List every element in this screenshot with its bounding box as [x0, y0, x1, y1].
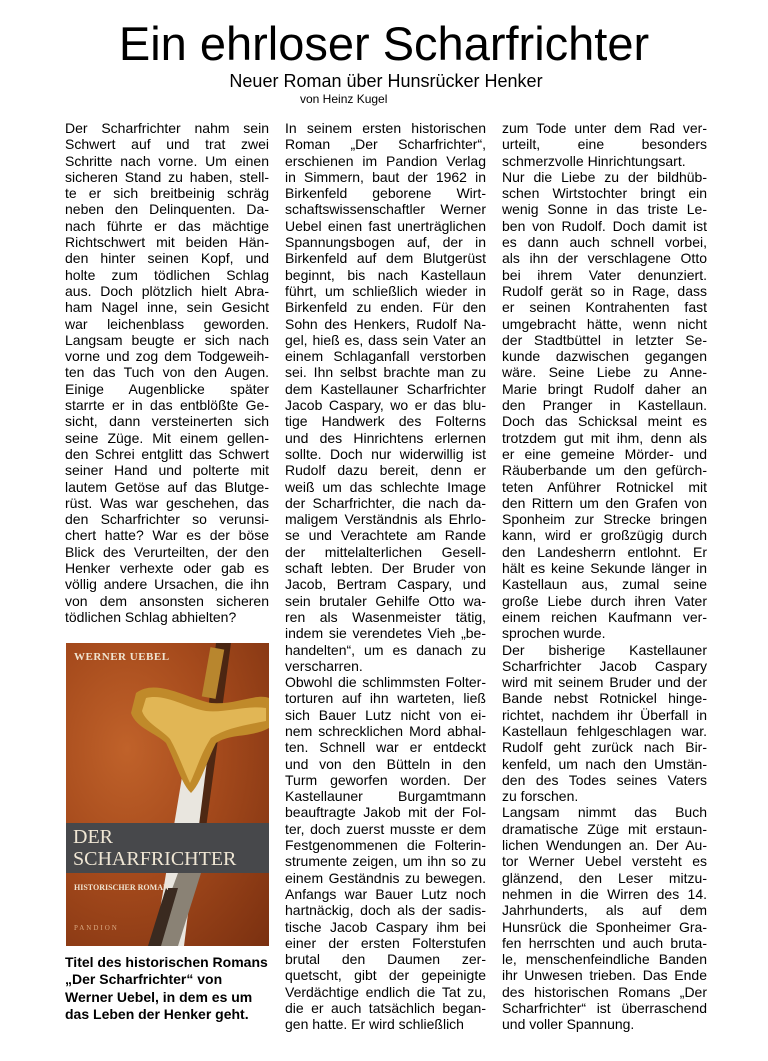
text-line: Doch das Schicksal meint es	[502, 413, 707, 430]
paragraph	[65, 120, 269, 625]
image-caption: Titel des historischen Romans „Der Scharfrichter“ von Werner Uebel, in dem es um das Leben der Henker geht.	[65, 954, 268, 1022]
text-line: kenfeld, um nach den Umstän-	[502, 755, 707, 772]
text-line: seine Züge. Mit einem gellen-	[65, 429, 269, 446]
text-line: Rudolf dazu bereit, denn er	[285, 462, 486, 479]
text-line: den Rittern um den Grafen von	[502, 494, 707, 511]
text-line: wird mit seinem Bruder und der	[502, 674, 707, 691]
text-line: Richtschwert mit beiden Hän-	[65, 234, 269, 251]
paragraph	[502, 642, 707, 805]
text-line: Rudolf geht zurück nach Bir-	[502, 739, 707, 756]
text-line: Räuberbande um den gefürch-	[502, 462, 707, 479]
text-line: einem Geständnis zu bewegen.	[285, 869, 486, 886]
text-line: rüst. Was war geschehen, das	[65, 494, 269, 511]
text-line: wäre. Seine Liebe zu Anne-	[502, 364, 707, 381]
text-line: von dem ansonsten sicheren	[65, 592, 269, 609]
text-line: tödlichen Schlag abhielten?	[65, 608, 237, 625]
text-line: Birkenfeld auf dem Blutgerüst	[285, 250, 486, 267]
text-line: kann, wird er großzügig durch	[502, 527, 707, 544]
text-line: Jahrhunderts, als auf dem	[502, 902, 707, 919]
text-line: Marie bringt Rudolf daher an	[502, 380, 707, 397]
paragraph	[285, 674, 486, 1033]
text-line: und voller Spannung.	[502, 1016, 635, 1033]
text-line: In seinem ersten historischen	[285, 120, 486, 136]
text-line: Obwohl die schlimmsten Folter-	[285, 674, 486, 691]
text-line: starrte er in das entblößte Ge-	[65, 397, 269, 414]
text-line: nem schrecklichen Mord abhal-	[285, 722, 486, 739]
text-line: völlig andere Ursachen, die ihn	[65, 576, 269, 593]
text-line: Der Scharfrichter nahm sein	[65, 120, 269, 136]
text-line: ihr Unwesen trieben. Das Ende	[502, 967, 707, 984]
text-line: wenig Sonne in das triste Le-	[502, 201, 707, 218]
text-line: der Scharfrichter, die nach da-	[285, 494, 486, 511]
text-line: umgebracht hätte, wenn nicht	[502, 315, 707, 332]
paragraph	[502, 120, 707, 169]
text-line: nach führte er das mächtige	[65, 217, 269, 234]
text-line: den Schrei entglitt das Schwert	[65, 445, 269, 462]
text-line: der Stadtbüttel in letzter Se-	[502, 331, 707, 348]
text-line: nehmen in die Wirren des 14.	[502, 885, 707, 902]
text-line: seiner Hand und polterte mit	[65, 462, 269, 479]
text-line: hält es keine Sekunde länger in	[502, 560, 707, 577]
text-line: Henker verhexte oder gab es	[65, 560, 269, 577]
text-line: erschienen im Pandion Verlag	[285, 152, 486, 169]
text-line: Nur die Liebe zu der bildhüb-	[502, 168, 707, 185]
text-line: sich Bauer Lutz nicht von ei-	[285, 706, 486, 723]
cover-subtitle: HISTORISCHER ROMAN	[74, 883, 169, 892]
cover-title-line2: SCHARFRICHTER	[73, 848, 237, 870]
text-line: le, menschenfeindliche Banden	[502, 951, 707, 968]
text-line: fen herrschten und auch bruta-	[502, 934, 707, 951]
author-byline: von Heinz Kugel	[300, 92, 388, 106]
text-line: torturen auf ihn warteten, ließ	[285, 690, 486, 707]
text-line: den des Todes seines Vaters	[502, 771, 707, 788]
text-line: indem sie verendetes Vieh „be-	[285, 625, 486, 642]
text-line: die er auch tatsächlich began-	[285, 1000, 486, 1017]
text-line: und des Hinrichtens erlernen	[285, 429, 486, 446]
text-line: Jacob, Bertram Caspary, und	[285, 576, 486, 593]
text-line: Schritte nach vorne. Um einen	[65, 152, 269, 169]
text-line: und von den Bütteln in den	[285, 755, 486, 772]
cover-title-line1: DER	[73, 826, 113, 848]
text-line: lichen Wendungen an. Der Au-	[502, 837, 707, 854]
text-column-3	[502, 120, 707, 1033]
article-subtitle: Neuer Roman über Hunsrücker Henker	[229, 71, 543, 91]
text-line: Scharfrichter“ ist überraschend	[502, 1000, 707, 1017]
text-line: sei. Ihn selbst brachte man zu	[285, 364, 486, 381]
text-line: holte zum tödlichen Schlag	[65, 266, 269, 283]
text-line: neben den Delinquenten. Da-	[65, 201, 269, 218]
text-line: er eine gemeine Mörder- und	[502, 445, 707, 462]
text-column-2	[285, 120, 486, 1033]
text-line: beauftragte Jakob mit der Fol-	[285, 804, 486, 821]
cover-publisher: PANDION	[74, 924, 119, 932]
text-line: trotzdem gut mit ihm, denn als	[502, 429, 707, 446]
text-line: als ihn der verschlagene Otto	[502, 250, 707, 267]
text-line: ten. Schnell war er entdeckt	[285, 739, 486, 756]
text-line: ben von Rudolf. Doch damit ist	[502, 217, 707, 234]
text-line: den hinter seinen Kopf, und	[65, 250, 269, 267]
text-line: Kastellaun fehlgeschlagen war.	[502, 722, 707, 739]
text-line: dramatische Züge mit erstaun-	[502, 820, 707, 837]
text-line: Anfangs war Bauer Lutz noch	[285, 885, 486, 902]
text-line: Scharfrichter Jacob Caspary	[502, 657, 707, 674]
text-line: Schwert auf und trat zwei	[65, 136, 269, 153]
text-line: Verdächtige endlich die Tat zu,	[285, 983, 486, 1000]
text-line: tige Handwerk des Folterns	[285, 413, 486, 430]
text-line: Blick des Verurteilten, der den	[65, 543, 269, 560]
text-line: den Landesherrn entlohnt. Er	[502, 543, 707, 560]
text-line: der mittelalterlichen Gesell-	[285, 543, 486, 560]
paragraph	[502, 804, 707, 1032]
text-line: einer der ersten Folterstufen	[285, 934, 486, 951]
text-line: Turm geworfen worden. Der	[285, 771, 486, 788]
text-line: gel, hieß es, dass sein Vater an	[285, 331, 486, 348]
text-line: schaftswissenschaftler Werner	[285, 201, 486, 218]
text-line: dem Kastellauner Scharfrichter	[285, 380, 486, 397]
text-line: des historischen Romans „Der	[502, 983, 707, 1000]
cover-author: WERNER UEBEL	[74, 651, 170, 663]
text-line: es dann auch schnell vorbei,	[502, 234, 707, 251]
text-line: Rudolf gerät so in Rage, dass	[502, 282, 707, 299]
text-line: tische Jacob Caspary ihm bei	[285, 918, 486, 935]
text-line: quetscht, gibt der gepeinigte	[285, 967, 486, 984]
text-line: aus. Doch plötzlich hielt Abra-	[65, 282, 269, 299]
text-line: strumente zeigen, um ihn so zu	[285, 853, 486, 870]
text-line: zu forschen.	[502, 788, 579, 805]
text-line: urteilt, eine besonders	[502, 136, 707, 153]
text-line: tor Werner Uebel versteht es	[502, 853, 707, 870]
text-line: zum Tode unter dem Rad ver-	[502, 120, 707, 136]
text-line: te er sich breitbeinig schräg	[65, 185, 269, 202]
text-line: Sohn des Henkers, Rudolf Na-	[285, 315, 486, 332]
text-line: Birkenfeld zu enden. Für den	[285, 299, 486, 316]
text-line: Der bisherige Kastellauner	[502, 641, 707, 658]
text-line: Kastellauner Burgamtmann	[285, 788, 486, 805]
text-line: maligem Verständnis als Ehrlo-	[285, 511, 486, 528]
text-line: er seinen Kontrahenten fast	[502, 299, 707, 316]
text-line: Hunsrück die Sponheimer Gra-	[502, 918, 707, 935]
text-line: kunde dazwischen gegangen	[502, 348, 707, 365]
text-line: den Scharfrichter so verunsi-	[65, 511, 269, 528]
text-line: sicht, dann versteinerten sich	[65, 413, 269, 430]
text-line: bei ihrem Vater denunziert.	[502, 266, 707, 283]
text-line: Festgenommenen die Folterin-	[285, 837, 486, 854]
article-title: Ein ehrloser Scharfrichter	[118, 17, 650, 70]
text-line: Uebel einen fast unerträglichen	[285, 217, 486, 234]
text-line: Sponheim zur Strecke bringen	[502, 511, 707, 528]
text-line: handelten“, um es danach zu	[285, 641, 486, 658]
text-line: lautem Getöse auf das Blutge-	[65, 478, 269, 495]
text-line: Bande nebst Rotnickel hinge-	[502, 690, 707, 707]
text-line: war leichenblass geworden.	[65, 315, 269, 332]
text-line: ten das Tuch von den Augen.	[65, 364, 269, 381]
text-line: vorne und zog dem Todgeweih-	[65, 348, 269, 365]
text-line: hartnäckig, doch als der sadis-	[285, 902, 486, 919]
text-line: sprochen wurde.	[502, 625, 606, 642]
text-line: richtet, nachdem ihr Überfall in	[502, 706, 707, 723]
text-line: chert hatte? War es der böse	[65, 527, 269, 544]
text-line: Jacob Caspary, wo er das blu-	[285, 397, 486, 414]
text-line: Birkenfeld geborene Wirt-	[285, 185, 486, 202]
text-line: den Pranger in Kastellaun.	[502, 397, 707, 414]
text-line: schen Wirtstochter bringt ein	[502, 185, 707, 202]
text-line: ren als Wasenmeister tätig,	[285, 608, 486, 625]
text-line: führt, um schließlich wieder in	[285, 282, 486, 299]
text-line: schmerzvolle Hinrichtungsart.	[502, 152, 686, 169]
text-line: ham Nagel inne, sein Gesicht	[65, 299, 269, 316]
text-line: verscharren.	[285, 657, 363, 674]
text-line: sicheren Stand zu haben, stell-	[65, 168, 269, 185]
paragraph	[285, 120, 486, 674]
text-line: weiß um das schlechte Image	[285, 478, 486, 495]
text-line: Einige Augenblicke später	[65, 380, 269, 397]
sword-illustration	[66, 643, 269, 946]
book-cover-image	[66, 643, 269, 946]
text-line: Kastellaun aus, zumal seine	[502, 576, 707, 593]
text-line: ter, doch zuerst musste er dem	[285, 820, 486, 837]
text-line: Langsam beugte er sich nach	[65, 331, 269, 348]
text-line: sollte. Doch nur widerwillig ist	[285, 445, 486, 462]
text-line: große Liebe durch ihren Vater	[502, 592, 707, 609]
text-line: se und Verachtete am Rande	[285, 527, 486, 544]
text-line: gen hatte. Er wird schließlich	[285, 1016, 464, 1033]
text-line: Roman „Der Scharfrichter“,	[285, 136, 486, 153]
text-line: schaft lebten. Der Bruder von	[285, 560, 486, 577]
text-line: Spannungsbogen auf, der in	[285, 234, 486, 251]
text-line: einem reichen Kaufmann ver-	[502, 608, 707, 625]
text-line: beginnt, bis nach Kastellaun	[285, 266, 486, 283]
text-line: in Simmern, baut der 1962 in	[285, 168, 486, 185]
text-line: Langsam nimmt das Buch	[502, 804, 707, 821]
text-line: einem Schlaganfall verstorben	[285, 348, 486, 365]
text-line: teten Anführer Rotnickel mit	[502, 478, 707, 495]
paragraph	[502, 169, 707, 642]
text-line: brutal den Daumen zer-	[285, 951, 486, 968]
text-column-1	[65, 120, 269, 625]
text-line: sein brutaler Gehilfe Otto wa-	[285, 592, 486, 609]
text-line: glänzend, den Leser mitzu-	[502, 869, 707, 886]
